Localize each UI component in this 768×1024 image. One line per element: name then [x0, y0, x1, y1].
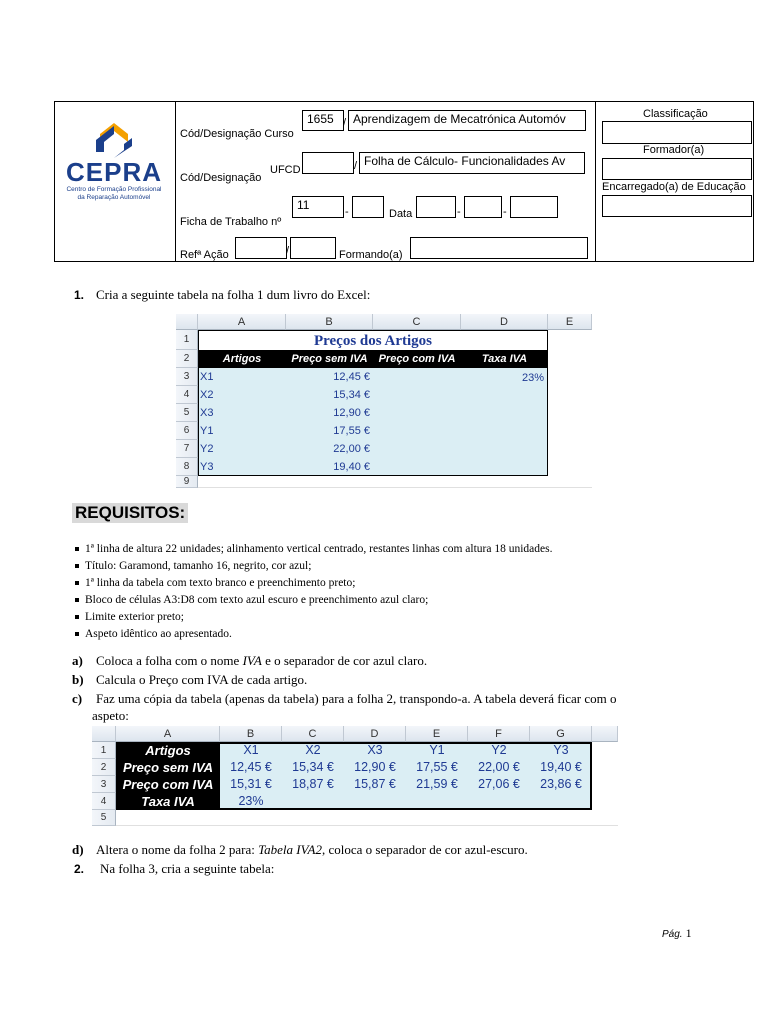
row-header-8[interactable]: 8	[176, 458, 198, 476]
t2-cell-com-iva[interactable]: 21,59 €	[416, 777, 458, 791]
slash-1: /	[343, 117, 347, 129]
t2-col-header-b[interactable]: B	[220, 726, 282, 742]
t2-cell-sem-iva[interactable]: 15,34 €	[292, 760, 334, 774]
task-d-text-2: , coloca o separador de cor azul-escuro.	[322, 842, 528, 857]
table1-cell-artigo[interactable]: X3	[200, 407, 214, 419]
slash-3: /	[286, 245, 290, 257]
table1-cell-preco[interactable]: 17,55 €	[333, 425, 370, 437]
t2-cell-com-iva[interactable]: 18,87 €	[292, 777, 334, 791]
requisito-2	[75, 560, 311, 572]
task-b-text: Calcula o Preço com IVA de cada artigo.	[96, 672, 308, 687]
ufcd-designacao-label: Cód/Designação	[180, 172, 262, 184]
task-a-text-2: e o separador de cor azul claro.	[261, 653, 428, 668]
requisito-2-text: Título: Garamond, tamanho 16, negrito, cor azul;	[85, 560, 312, 572]
row-header-2[interactable]: 2	[176, 350, 198, 368]
col-header-b[interactable]: B	[286, 314, 373, 330]
t2-cell-com-iva[interactable]: 15,31 €	[230, 777, 272, 791]
logo-subtitle-1: Centro de Formação Profissional	[66, 186, 162, 193]
t2-col-header-c[interactable]: C	[282, 726, 344, 742]
table1-cell-preco[interactable]: 12,45 €	[333, 371, 370, 383]
ufcd-code-field[interactable]	[302, 152, 354, 174]
formador-label: Formador(a)	[643, 144, 705, 156]
col-header-c[interactable]: C	[373, 314, 461, 330]
ref-acao-field-2[interactable]	[290, 237, 336, 259]
table1-taxa-value[interactable]: 23%	[521, 372, 544, 384]
ref-acao-field-1[interactable]	[235, 237, 290, 259]
t2-cell-com-iva[interactable]: 15,87 €	[354, 777, 396, 791]
curso-code-field[interactable]: 1655	[302, 110, 344, 131]
dash-1: -	[345, 206, 349, 218]
question-1	[74, 287, 370, 303]
page-footer	[662, 926, 692, 941]
t2-row-header-1[interactable]: 1	[92, 742, 116, 759]
task-d-label: d)	[72, 842, 84, 857]
cepra-logo	[60, 120, 168, 210]
logo-subtitle-2: da Reparação Automóvel	[77, 194, 151, 201]
task-d-italic: Tabela IVA2	[258, 842, 322, 857]
t2-col-header-a[interactable]: A	[116, 726, 220, 742]
task-b	[72, 672, 307, 688]
t2-row-label[interactable]: Taxa IVA	[141, 794, 195, 809]
t2-col-header-e[interactable]: E	[406, 726, 468, 742]
slash-2: /	[354, 160, 358, 172]
table1-cell-preco[interactable]: 12,90 €	[333, 407, 370, 419]
table1-title[interactable]: Preços dos Artigos	[198, 330, 548, 350]
requisito-5	[75, 611, 184, 623]
requisito-3-text: 1ª linha da tabela com texto branco e preenchimento preto;	[85, 577, 356, 589]
corner-cell[interactable]	[176, 314, 198, 330]
requisito-1	[75, 543, 553, 555]
formando-label: Formando(a)	[339, 249, 403, 261]
table1-cell-preco[interactable]: 22,00 €	[333, 443, 370, 455]
row-header-6[interactable]: 6	[176, 422, 198, 440]
formando-field[interactable]	[410, 237, 588, 259]
col-header-a[interactable]: A	[198, 314, 286, 330]
task-a-italic: IVA	[242, 653, 262, 668]
t2-row-label[interactable]: Artigos	[145, 743, 191, 758]
question-2-text: Na folha 3, cria a seguinte tabela:	[100, 861, 275, 876]
t2-cell-sem-iva[interactable]: 19,40 €	[540, 760, 582, 774]
row-header-3[interactable]: 3	[176, 368, 198, 386]
table1-cell-artigo[interactable]: Y1	[200, 425, 214, 437]
question-2	[74, 861, 274, 877]
ficha-label: Ficha de Trabalho nº	[180, 216, 282, 228]
spreadsheet-1	[176, 314, 592, 488]
table1-cell-preco[interactable]: 15,34 €	[333, 389, 370, 401]
page-label: Pág.	[662, 929, 683, 940]
t2-col-header-f[interactable]: F	[468, 726, 530, 742]
row-header-9[interactable]: 9	[176, 476, 198, 488]
requisito-6-text: Aspeto idêntico ao apresentado.	[85, 628, 232, 640]
spreadsheet-2	[92, 726, 618, 826]
classificacao-label: Classificação	[643, 108, 708, 120]
table1-cell-preco[interactable]: 19,40 €	[333, 461, 370, 473]
row-9	[198, 476, 592, 488]
date-day-field[interactable]	[416, 196, 456, 218]
task-a-text-1: Coloca a folha com o nome	[96, 653, 243, 668]
table1-header-com-iva[interactable]: Preço com IVA	[378, 353, 456, 365]
t2-cell-sem-iva[interactable]: 22,00 €	[478, 760, 520, 774]
requisito-1-text: 1ª linha de altura 22 unidades; alinhamento vertical centrado, restantes linhas com altura 18 unidades.	[85, 543, 553, 555]
row-header-4[interactable]: 4	[176, 386, 198, 404]
dash-2: -	[457, 206, 461, 218]
ufcd-name-field[interactable]: Folha de Cálculo- Funcionalidades Av	[359, 152, 585, 174]
t2-col-header-g[interactable]: G	[530, 726, 592, 742]
t2-cell-com-iva[interactable]: 23,86 €	[540, 777, 582, 791]
dash-3: -	[503, 206, 507, 218]
logo-text: CEPRA	[65, 157, 162, 187]
t2-cell-artigos[interactable]: Y3	[553, 743, 569, 757]
t2-cell-sem-iva[interactable]: 17,55 €	[416, 760, 458, 774]
ufcd-label: UFCD	[270, 164, 301, 176]
requisito-4	[75, 594, 428, 606]
t2-cell-artigos[interactable]: X2	[305, 743, 321, 757]
question-2-number: 2.	[74, 862, 85, 876]
col-header-d[interactable]: D	[461, 314, 548, 330]
encarregado-label: Encarregado(a) de Educação	[602, 181, 746, 193]
task-a	[72, 653, 427, 669]
table1-header-taxa[interactable]: Taxa IVA	[481, 353, 528, 365]
encarregado-field[interactable]	[602, 195, 752, 217]
t2-row-header-5[interactable]: 5	[92, 810, 116, 826]
question-1-text: Cria a seguinte tabela na folha 1 dum livro do Excel:	[96, 287, 371, 302]
table1-header-artigos[interactable]: Artigos	[222, 353, 262, 365]
t2-row-header-3[interactable]: 3	[92, 776, 116, 793]
date-year-field[interactable]	[510, 196, 558, 218]
row-header-7[interactable]: 7	[176, 440, 198, 458]
t2-cell-artigos[interactable]: X3	[367, 743, 383, 757]
task-d-text-1: Altera o nome da folha 2 para:	[96, 842, 259, 857]
t2-row-label[interactable]: Preço com IVA	[122, 777, 214, 792]
t2-cell-artigos[interactable]: X1	[243, 743, 259, 757]
ref-acao-label: Refª Ação	[180, 249, 229, 261]
col-header-e[interactable]: E	[548, 314, 592, 330]
task-a-label: a)	[72, 653, 83, 668]
ficha-extra-field[interactable]	[352, 196, 384, 218]
ficha-field[interactable]: 11	[292, 196, 344, 218]
t2-cell-com-iva[interactable]: 27,06 €	[478, 777, 520, 791]
requisito-4-text: Bloco de células A3:D8 com texto azul escuro e preenchimento azul claro;	[85, 594, 429, 606]
corner-cell-2[interactable]	[92, 726, 116, 742]
cod-curso-label: Cód/Designação Curso	[180, 128, 294, 140]
question-1-number: 1.	[74, 288, 85, 302]
row-header-5[interactable]: 5	[176, 404, 198, 422]
requisito-6	[75, 628, 232, 640]
t2-cell-taxa[interactable]: 23%	[238, 794, 264, 808]
t2-cell-artigos[interactable]: Y2	[491, 743, 507, 757]
task-b-label: b)	[72, 672, 84, 687]
t2-col-header-d[interactable]: D	[344, 726, 406, 742]
formador-field[interactable]	[602, 158, 752, 180]
task-d	[72, 842, 528, 858]
requisitos-title: REQUISITOS:	[72, 503, 188, 523]
t2-row-5	[116, 810, 618, 826]
t2-col-header-extra[interactable]	[592, 726, 618, 742]
requisito-3	[75, 577, 355, 589]
table1-cell-artigo[interactable]: Y2	[200, 443, 214, 455]
page-number: 1	[685, 926, 692, 940]
t2-row-label[interactable]: Preço sem IVA	[122, 760, 214, 775]
table1-cell-artigo[interactable]: X1	[200, 371, 214, 383]
data-label: Data	[389, 208, 413, 220]
t2-row-header-4[interactable]: 4	[92, 793, 116, 810]
date-month-field[interactable]	[464, 196, 502, 218]
table1-cell-artigo[interactable]: Y3	[200, 461, 214, 473]
task-c	[72, 691, 616, 707]
curso-name-field[interactable]: Aprendizagem de Mecatrónica Automóv	[348, 110, 586, 131]
task-c-continued: aspeto:	[92, 708, 129, 723]
t2-cell-sem-iva[interactable]: 12,45 €	[230, 760, 272, 774]
task-c-text-1: Faz uma cópia da tabela (apenas da tabela) para a folha 2, transpondo-a. A tabela deverá ficar com o	[96, 691, 617, 706]
table1-cell-artigo[interactable]: X2	[200, 389, 214, 401]
t2-cell-sem-iva[interactable]: 12,90 €	[354, 760, 396, 774]
t2-cell-artigos[interactable]: Y1	[429, 743, 445, 757]
table1-header-sem-iva[interactable]: Preço sem IVA	[291, 353, 368, 365]
classificacao-field[interactable]	[602, 121, 752, 144]
t2-row-header-2[interactable]: 2	[92, 759, 116, 776]
row-header-1[interactable]: 1	[176, 330, 198, 350]
requisito-5-text: Limite exterior preto;	[85, 611, 184, 623]
task-c-label: c)	[72, 691, 83, 706]
